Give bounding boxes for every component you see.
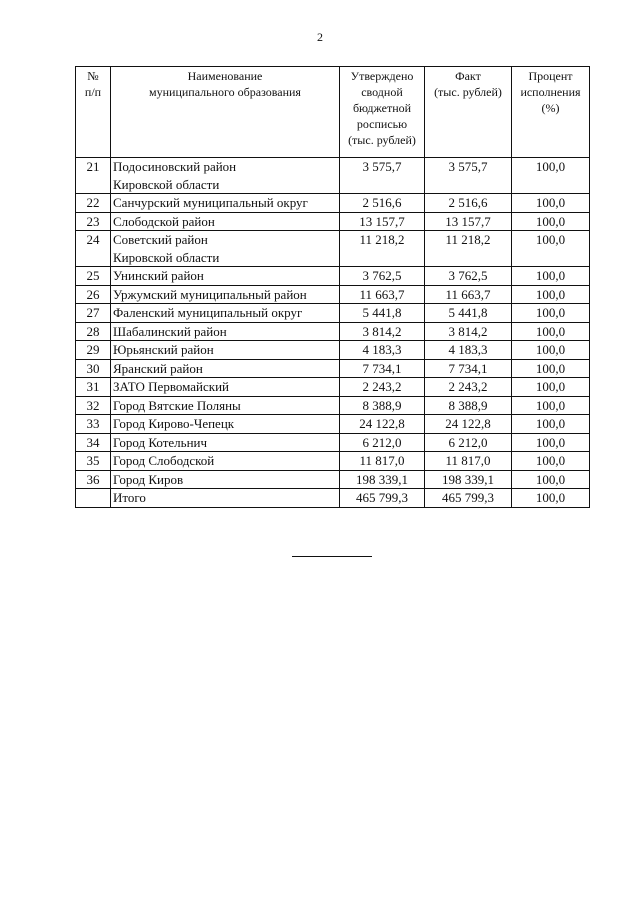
municipality-name-line: Унинский район bbox=[113, 268, 204, 283]
header-approved-line: сводной bbox=[361, 85, 403, 99]
table-row bbox=[76, 285, 590, 304]
execution-percent-cell: 100,0 bbox=[512, 231, 590, 267]
header-number-line: п/п bbox=[84, 85, 102, 99]
municipality-name-cell bbox=[111, 158, 340, 194]
table-row bbox=[76, 433, 590, 452]
row-number-cell: 21 bbox=[76, 158, 111, 194]
municipality-name-line: Советский район bbox=[113, 232, 208, 247]
approved-amount-cell: 4 183,3 bbox=[340, 341, 425, 360]
approved-amount-cell: 6 212,0 bbox=[340, 433, 425, 452]
row-number-cell: 27 bbox=[76, 304, 111, 323]
page-number: 2 bbox=[317, 30, 323, 44]
fact-amount-cell: 3 762,5 bbox=[425, 267, 512, 286]
header-fact-line: (тыс. рублей) bbox=[434, 85, 502, 99]
table-header-row bbox=[76, 67, 590, 158]
approved-amount-cell: 11 218,2 bbox=[340, 231, 425, 267]
execution-percent-cell: 100,0 bbox=[512, 304, 590, 323]
execution-percent-cell: 100,0 bbox=[512, 470, 590, 489]
table-row bbox=[76, 322, 590, 341]
table-row bbox=[76, 158, 590, 194]
approved-amount-cell: 198 339,1 bbox=[340, 470, 425, 489]
closing-separator-line bbox=[292, 556, 372, 557]
approved-amount-cell: 11 817,0 bbox=[340, 452, 425, 471]
execution-percent-cell: 100,0 bbox=[512, 322, 590, 341]
header-approved-line: росписью bbox=[356, 117, 408, 131]
fact-amount-cell: 6 212,0 bbox=[425, 433, 512, 452]
header-fact-line: Факт bbox=[455, 69, 481, 83]
table-row bbox=[76, 470, 590, 489]
municipality-name-cell bbox=[111, 489, 340, 508]
municipality-name-cell bbox=[111, 359, 340, 378]
row-number-cell: 22 bbox=[76, 194, 111, 213]
row-number-cell bbox=[76, 489, 111, 508]
header-approved-budget bbox=[340, 67, 425, 158]
municipality-name-line: Город Киров bbox=[113, 471, 184, 487]
municipality-name-line: Город Кирово-Чепецк bbox=[113, 416, 235, 431]
approved-amount-cell: 3 575,7 bbox=[340, 158, 425, 194]
municipality-name-cell bbox=[111, 194, 340, 213]
approved-amount-cell: 465 799,3 bbox=[340, 489, 425, 508]
header-approved-line: бюджетной bbox=[352, 101, 412, 115]
approved-amount-cell: 7 734,1 bbox=[340, 359, 425, 378]
municipality-name-line: Город Вятские Поляны bbox=[113, 397, 241, 413]
row-number-cell: 32 bbox=[76, 396, 111, 415]
fact-amount-cell: 13 157,7 bbox=[425, 212, 512, 231]
municipality-name-line: Кировской области bbox=[113, 176, 220, 192]
approved-amount-cell: 11 663,7 bbox=[340, 285, 425, 304]
header-percent-line: исполнения bbox=[520, 85, 581, 99]
row-number-cell: 29 bbox=[76, 341, 111, 360]
municipality-name-line: Город Слободской bbox=[113, 453, 215, 468]
municipality-name-line: ЗАТО Первомайский bbox=[113, 379, 229, 394]
header-name-line: Наименование bbox=[187, 69, 263, 83]
municipality-name-cell bbox=[111, 452, 340, 471]
header-approved-line: Утверждено bbox=[350, 69, 414, 83]
table-row bbox=[76, 341, 590, 360]
row-number-cell: 30 bbox=[76, 359, 111, 378]
header-number-line: № bbox=[87, 69, 99, 83]
table-row bbox=[76, 452, 590, 471]
municipality-name-line: Юрьянский район bbox=[113, 342, 214, 357]
table-row bbox=[76, 267, 590, 286]
execution-percent-cell: 100,0 bbox=[512, 285, 590, 304]
table-row bbox=[76, 359, 590, 378]
approved-amount-cell: 3 814,2 bbox=[340, 322, 425, 341]
municipality-name-cell bbox=[111, 341, 340, 360]
municipality-name-cell bbox=[111, 378, 340, 397]
execution-percent-cell: 100,0 bbox=[512, 489, 590, 508]
approved-amount-cell: 2 516,6 bbox=[340, 194, 425, 213]
row-number-cell: 24 bbox=[76, 231, 111, 267]
table-row bbox=[76, 378, 590, 397]
header-approved-line: (тыс. рублей) bbox=[348, 133, 416, 147]
fact-amount-cell: 24 122,8 bbox=[425, 415, 512, 434]
municipality-name-cell bbox=[111, 267, 340, 286]
municipality-name-line: Город Котельнич bbox=[113, 434, 208, 450]
execution-percent-cell: 100,0 bbox=[512, 359, 590, 378]
fact-amount-cell: 11 817,0 bbox=[425, 452, 512, 471]
approved-amount-cell: 24 122,8 bbox=[340, 415, 425, 434]
fact-amount-cell: 5 441,8 bbox=[425, 304, 512, 323]
row-number-cell: 35 bbox=[76, 452, 111, 471]
fact-amount-cell: 198 339,1 bbox=[425, 470, 512, 489]
fact-amount-cell: 8 388,9 bbox=[425, 396, 512, 415]
municipality-name-cell bbox=[111, 285, 340, 304]
municipality-name-cell bbox=[111, 304, 340, 323]
execution-percent-cell: 100,0 bbox=[512, 433, 590, 452]
table-total-row bbox=[76, 489, 590, 508]
approved-amount-cell: 13 157,7 bbox=[340, 212, 425, 231]
fact-amount-cell: 7 734,1 bbox=[425, 359, 512, 378]
municipality-name-line: Яранский район bbox=[113, 360, 203, 376]
execution-percent-cell: 100,0 bbox=[512, 378, 590, 397]
table-row bbox=[76, 396, 590, 415]
municipality-name-cell bbox=[111, 396, 340, 415]
table-row bbox=[76, 231, 590, 267]
row-number-cell: 25 bbox=[76, 267, 111, 286]
header-name-line: муниципального образования bbox=[149, 85, 301, 99]
row-number-cell: 28 bbox=[76, 322, 111, 341]
execution-percent-cell: 100,0 bbox=[512, 212, 590, 231]
table-body bbox=[76, 158, 590, 508]
approved-amount-cell: 8 388,9 bbox=[340, 396, 425, 415]
fact-amount-cell: 2 243,2 bbox=[425, 378, 512, 397]
header-percent-line: Процент bbox=[528, 69, 573, 83]
execution-percent-cell: 100,0 bbox=[512, 452, 590, 471]
execution-percent-cell: 100,0 bbox=[512, 415, 590, 434]
row-number-cell: 31 bbox=[76, 378, 111, 397]
fact-amount-cell: 11 663,7 bbox=[425, 285, 512, 304]
approved-amount-cell: 5 441,8 bbox=[340, 304, 425, 323]
municipality-name-cell bbox=[111, 212, 340, 231]
municipality-name-line: Кировской области bbox=[113, 249, 220, 265]
approved-amount-cell: 2 243,2 bbox=[340, 378, 425, 397]
fact-amount-cell: 11 218,2 bbox=[425, 231, 512, 267]
row-number-cell: 26 bbox=[76, 285, 111, 304]
execution-percent-cell: 100,0 bbox=[512, 267, 590, 286]
execution-percent-cell: 100,0 bbox=[512, 341, 590, 360]
header-municipality-name bbox=[111, 67, 340, 158]
row-number-cell: 33 bbox=[76, 415, 111, 434]
municipality-name-line: Уржумский муниципальный район bbox=[113, 286, 307, 302]
fact-amount-cell: 465 799,3 bbox=[425, 489, 512, 508]
municipality-name-cell bbox=[111, 470, 340, 489]
table-row bbox=[76, 194, 590, 213]
municipality-name-line: Итого bbox=[113, 490, 146, 505]
execution-percent-cell: 100,0 bbox=[512, 396, 590, 415]
municipality-name-cell bbox=[111, 322, 340, 341]
header-execution-percent bbox=[512, 67, 590, 158]
municipality-name-line: Слободской район bbox=[113, 213, 215, 229]
table-row bbox=[76, 304, 590, 323]
execution-percent-cell: 100,0 bbox=[512, 194, 590, 213]
row-number-cell: 34 bbox=[76, 433, 111, 452]
row-number-cell: 23 bbox=[76, 212, 111, 231]
fact-amount-cell: 3 575,7 bbox=[425, 158, 512, 194]
municipality-name-line: Санчурский муниципальный округ bbox=[113, 195, 308, 210]
row-number-cell: 36 bbox=[76, 470, 111, 489]
municipality-name-cell bbox=[111, 231, 340, 267]
approved-amount-cell: 3 762,5 bbox=[340, 267, 425, 286]
fact-amount-cell: 2 516,6 bbox=[425, 194, 512, 213]
municipality-name-line: Шабалинский район bbox=[113, 323, 227, 339]
table-row bbox=[76, 415, 590, 434]
fact-amount-cell: 4 183,3 bbox=[425, 341, 512, 360]
table-row bbox=[76, 212, 590, 231]
header-percent-line: (%) bbox=[541, 101, 560, 115]
header-fact bbox=[425, 67, 512, 158]
municipality-name-cell bbox=[111, 415, 340, 434]
fact-amount-cell: 3 814,2 bbox=[425, 322, 512, 341]
municipality-name-line: Фаленский муниципальный округ bbox=[113, 305, 303, 320]
municipality-name-cell bbox=[111, 433, 340, 452]
municipality-name-line: Подосиновский район bbox=[113, 159, 237, 174]
header-number bbox=[76, 67, 111, 158]
execution-percent-cell: 100,0 bbox=[512, 158, 590, 194]
budget-execution-table bbox=[75, 66, 590, 508]
